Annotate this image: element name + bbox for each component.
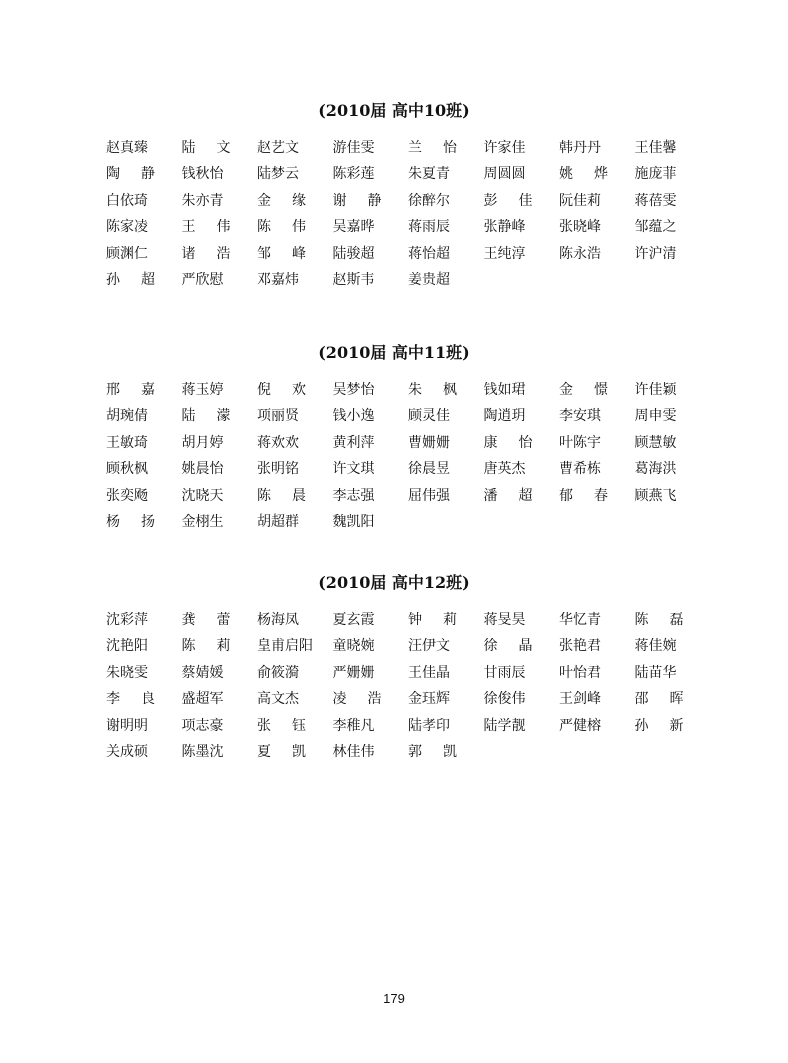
student-name: 陶逍玥 (483, 408, 526, 425)
student-name: 陆孝印 (408, 717, 450, 734)
student-name: 王佳晶 (408, 664, 450, 681)
student-name: 陈 伟 (257, 219, 306, 236)
student-name: 陈家凌 (106, 219, 148, 236)
student-name: 李稚凡 (332, 717, 375, 734)
student-name: 朱亦青 (181, 192, 224, 209)
name-grid (106, 138, 686, 296)
student-name: 孙 超 (106, 271, 155, 288)
student-name: 华忆青 (559, 612, 601, 628)
student-name: 叶怡君 (559, 664, 601, 681)
student-name: 陆梦云 (257, 166, 299, 183)
name-row (106, 217, 686, 243)
student-name: 关成硕 (106, 743, 148, 760)
student-name: 邹蕴之 (634, 219, 677, 236)
student-name: 阮佳莉 (559, 192, 601, 209)
student-name: 顾渊仁 (106, 245, 148, 262)
student-name: 徐醉尔 (408, 192, 450, 209)
student-name: 杨 扬 (106, 513, 155, 530)
student-name: 李志强 (332, 487, 375, 504)
student-name: 张奕飏 (106, 487, 148, 504)
name-row (106, 486, 686, 512)
student-name: 金珏辉 (408, 691, 450, 708)
student-name: 倪 欢 (257, 382, 306, 398)
section-title: (2010届 高中12班) (318, 573, 470, 592)
student-name: 王敏琦 (106, 434, 148, 451)
student-name: 陆 文 (181, 140, 231, 156)
student-name: 顾秋枫 (106, 461, 148, 478)
student-name: 赵真臻 (106, 140, 148, 156)
name-row (106, 716, 686, 742)
name-row (106, 380, 686, 406)
student-name: 李 良 (106, 691, 155, 708)
student-name: 凌 浩 (332, 691, 382, 708)
student-name: 徐晨昱 (408, 461, 450, 478)
student-name: 夏玄霞 (332, 612, 375, 628)
student-name: 严欣慰 (181, 271, 224, 288)
student-name: 李安琪 (559, 408, 601, 425)
student-name: 许家佳 (483, 140, 526, 156)
student-name: 蒋欢欢 (257, 434, 299, 451)
student-name: 葛海洪 (634, 461, 677, 478)
name-row (106, 433, 686, 459)
student-name: 陶 静 (106, 166, 155, 183)
student-name: 金栩生 (181, 513, 224, 530)
student-name: 蔡婧媛 (181, 664, 224, 681)
student-name: 黄利萍 (332, 434, 375, 451)
student-name: 顾燕飞 (634, 487, 677, 504)
student-name: 周圆圆 (483, 166, 526, 183)
student-name: 项丽贤 (257, 408, 299, 425)
student-name: 蒋雨辰 (408, 219, 450, 236)
student-name: 陈 晨 (257, 487, 306, 504)
student-name: 王 伟 (181, 219, 231, 236)
student-name: 邹 峰 (257, 245, 306, 262)
name-grid (106, 380, 686, 538)
student-name: 俞筱漪 (257, 664, 299, 681)
page-number: 179 (383, 991, 405, 1006)
student-name: 张静峰 (483, 219, 526, 236)
student-name: 邢 嘉 (106, 382, 155, 398)
student-name: 白依琦 (106, 192, 148, 209)
student-name: 钱秋怡 (181, 166, 224, 183)
student-name: 姜贵超 (408, 271, 450, 288)
student-name: 曹希栋 (559, 461, 601, 478)
student-name: 姚晨怡 (181, 461, 224, 478)
student-name: 金 缘 (257, 192, 306, 209)
student-name: 钟 莉 (408, 612, 457, 628)
student-name: 童晓婉 (332, 638, 375, 655)
student-name: 许沪清 (634, 245, 677, 262)
student-name: 姚 烨 (559, 166, 608, 183)
student-name: 夏 凯 (257, 743, 306, 760)
student-name: 顾灵佳 (408, 408, 450, 425)
student-name: 谢 静 (332, 192, 382, 209)
student-name: 邓嘉炜 (257, 271, 299, 288)
name-row (106, 459, 686, 485)
student-name: 陆学靓 (483, 717, 526, 734)
student-name: 钱小逸 (332, 408, 375, 425)
student-name: 陈墨沈 (181, 743, 224, 760)
student-name: 蒋旻昊 (483, 612, 526, 628)
student-name: 朱夏青 (408, 166, 450, 183)
name-row (106, 138, 686, 164)
student-name: 周申雯 (634, 408, 677, 425)
name-row (106, 689, 686, 715)
student-name: 沈艳阳 (106, 638, 148, 655)
name-row (106, 663, 686, 689)
student-name: 沈彩萍 (106, 612, 148, 628)
student-name: 陈 磊 (634, 612, 684, 628)
student-name: 诸 浩 (181, 245, 231, 262)
student-name: 陆苗华 (634, 664, 677, 681)
student-name: 屈伟强 (408, 487, 450, 504)
student-name: 徐俊伟 (483, 691, 526, 708)
student-name: 韩丹丹 (559, 140, 601, 156)
name-grid (106, 610, 686, 768)
student-name: 邵 晖 (634, 691, 684, 708)
student-name: 蒋玉婷 (181, 382, 224, 398)
student-name: 赵斯韦 (332, 271, 375, 288)
student-name: 严姗姗 (332, 664, 375, 681)
student-name: 孙 新 (634, 717, 684, 734)
student-name: 钱如珺 (483, 382, 526, 398)
student-name: 蒋怡超 (408, 245, 450, 262)
name-row (106, 191, 686, 217)
name-row (106, 610, 686, 636)
student-name: 施庞菲 (634, 166, 677, 183)
student-name: 魏凯阳 (332, 513, 375, 530)
student-name: 胡超群 (257, 513, 299, 530)
student-name: 朱 枫 (408, 382, 457, 398)
student-name: 徐 晶 (483, 638, 533, 655)
student-name: 项志豪 (181, 717, 224, 734)
student-name: 林佳伟 (332, 743, 375, 760)
student-name: 胡月婷 (181, 434, 224, 451)
student-name: 陆 濛 (181, 408, 231, 425)
student-name: 陈永浩 (559, 245, 601, 262)
student-name: 许文琪 (332, 461, 375, 478)
name-row (106, 742, 686, 768)
student-name: 吴嘉晔 (332, 219, 375, 236)
student-name: 彭 佳 (483, 192, 533, 209)
student-name: 潘 超 (483, 487, 533, 504)
student-name: 陆骏超 (332, 245, 375, 262)
student-name: 龚 蕾 (181, 612, 231, 628)
section-title: (2010届 高中10班) (318, 101, 470, 120)
student-name: 唐英杰 (483, 461, 526, 478)
student-name: 张晓峰 (559, 219, 601, 236)
student-name: 王纯淳 (483, 245, 526, 262)
name-row (106, 406, 686, 432)
student-name: 张 钰 (257, 717, 306, 734)
student-name: 严健榕 (559, 717, 601, 734)
student-name: 张艳君 (559, 638, 601, 655)
student-name: 杨海凤 (257, 612, 299, 628)
student-name: 王佳馨 (634, 140, 677, 156)
student-name: 郭 凯 (408, 743, 457, 760)
name-row (106, 164, 686, 190)
student-name: 朱晓雯 (106, 664, 148, 681)
student-name: 蒋蓓雯 (634, 192, 677, 209)
section-title: (2010届 高中11班) (318, 343, 470, 362)
student-name: 陈彩莲 (332, 166, 375, 183)
student-name: 汪伊文 (408, 638, 450, 655)
student-name: 胡琬倩 (106, 408, 148, 425)
student-name: 曹姗姗 (408, 434, 450, 451)
student-name: 皇甫启阳 (257, 638, 313, 655)
student-name: 叶陈宇 (559, 434, 601, 451)
name-row (106, 244, 686, 270)
name-row (106, 512, 686, 538)
student-name: 游佳雯 (332, 140, 375, 156)
student-name: 兰 怡 (408, 140, 457, 156)
student-name: 蒋佳婉 (634, 638, 677, 655)
student-name: 郁 春 (559, 487, 608, 504)
student-name: 高文杰 (257, 691, 299, 708)
student-name: 吴梦怡 (332, 382, 375, 398)
student-name: 盛超军 (181, 691, 224, 708)
student-name: 王剑峰 (559, 691, 601, 708)
student-name: 陈 莉 (181, 638, 231, 655)
student-name: 沈晓天 (181, 487, 224, 504)
student-name: 顾慧敏 (634, 434, 677, 451)
name-row (106, 270, 686, 296)
student-name: 康 怡 (483, 434, 533, 451)
student-name: 甘雨辰 (483, 664, 526, 681)
student-name: 张明铭 (257, 461, 299, 478)
student-name: 许佳颖 (634, 382, 677, 398)
student-name: 金 憬 (559, 382, 608, 398)
name-row (106, 636, 686, 662)
student-name: 赵艺文 (257, 140, 299, 156)
student-name: 谢明明 (106, 717, 148, 734)
